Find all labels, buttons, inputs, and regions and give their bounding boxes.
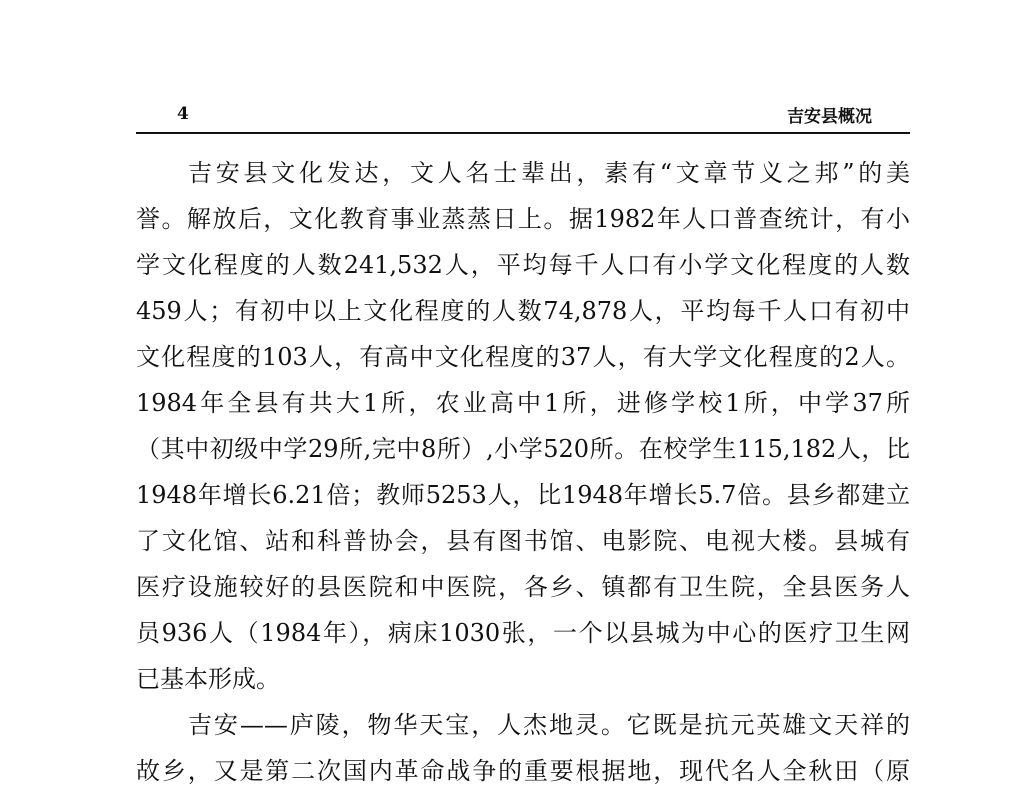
text-line: 1984年全县有共大1所，农业高中1所，进修学校1所，中学37所 [136,389,910,417]
text-line: 医疗设施较好的县医院和中医院，各乡、镇都有卫生院，全县医务人 [136,573,910,601]
text-line: （其中初级中学29所,完中8所）,小学520所。在校学生115,182人，比 [136,435,910,463]
paragraph-1 [136,150,910,702]
text-line: 学文化程度的人数241,532人，平均每千人口有小学文化程度的人数 [136,251,910,279]
text-line: 1948年增长6.21倍；教师5253人，比1948年增长5.7倍。县乡都建立 [136,481,910,509]
page-header [136,96,910,134]
text-line: 459人；有初中以上文化程度的人数74,878人，平均每千人口有初中 [136,297,910,325]
text-line: 吉安——庐陵，物华天宝，人杰地灵。它既是抗元英雄文天祥的 [188,711,910,739]
text-line: 誉。解放后，文化教育事业蒸蒸日上。据1982年人口普查统计，有小 [136,205,910,233]
text-line: 了文化馆、站和科普协会，县有图书馆、电影院、电视大楼。县城有 [136,527,910,555]
text-line: 文化程度的103人，有高中文化程度的37人，有大学文化程度的2人。 [136,343,910,371]
page-number: 4 [177,104,189,124]
running-title: 吉安县概况 [787,107,872,127]
text-line: 已基本形成。 [136,665,280,693]
header-rule [136,132,910,134]
paragraph-2 [136,702,910,785]
text-line: 故乡，又是第二次国内革命战争的重要根据地，现代名人全秋田（原 [136,757,910,785]
text-line: 员936人（1984年），病床1030张，一个以县城为中心的医疗卫生网 [136,619,910,647]
text-line: 吉安县文化发达，文人名士辈出，素有“文章节义之邦”的美 [188,159,910,187]
body-text [136,150,910,785]
